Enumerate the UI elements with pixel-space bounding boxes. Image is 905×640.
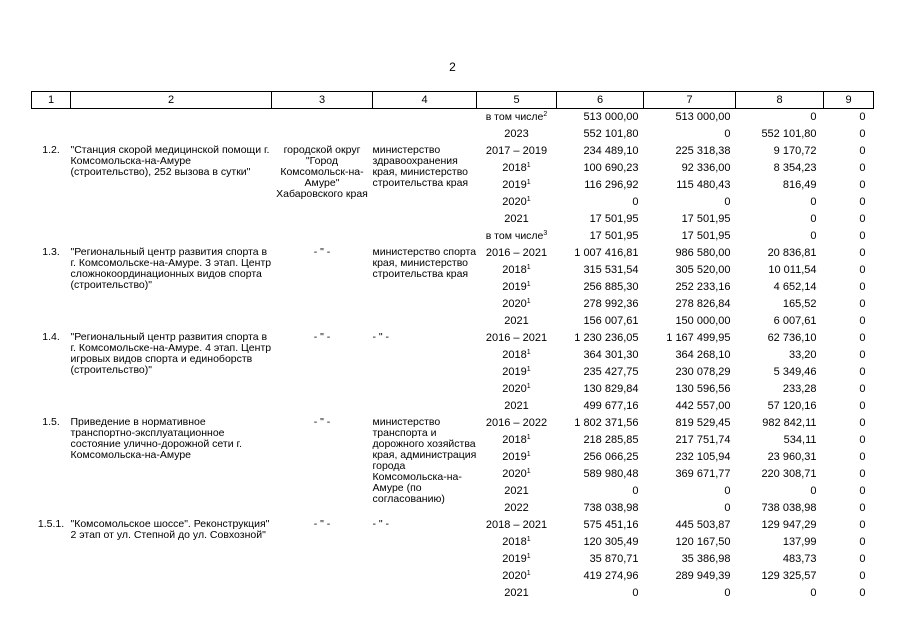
amount-cell-6: 738 038,98 xyxy=(583,502,639,514)
amount-cell-9: 0 xyxy=(859,451,866,463)
amount-cell-8: 23 960,31 xyxy=(767,451,817,463)
amount-cell-9: 0 xyxy=(859,400,866,412)
column-header: 2 xyxy=(71,92,272,109)
amount-cell-9: 0 xyxy=(859,162,866,174)
amount-cell-8: 552 101,80 xyxy=(761,128,817,140)
amount-cell-8: 4 652,14 xyxy=(773,281,817,293)
amount-cell-9: 0 xyxy=(859,196,866,208)
item-name: "Станция скорой медицинской помощи г. Комсомольска-на-Амуре (строительство), 252 вызова в сутки" xyxy=(70,144,270,178)
amount-cell-9: 0 xyxy=(859,179,866,191)
amount-cell-7: 369 671,77 xyxy=(675,468,731,480)
amount-cell-7: 252 233,16 xyxy=(675,281,731,293)
year-label: 2018 xyxy=(502,434,527,446)
amount-cell-6: 234 489,10 xyxy=(583,145,639,157)
footnote-mark: 1 xyxy=(526,468,531,475)
amount-cell-6: 0 xyxy=(632,587,639,599)
year-cell xyxy=(477,381,557,398)
footnote-mark: 1 xyxy=(526,264,531,271)
table-row xyxy=(32,517,874,534)
amount-cell-7: 150 000,00 xyxy=(675,315,731,327)
amount-cell-8: 0 xyxy=(810,230,817,242)
column-header: 9 xyxy=(824,92,874,109)
amount-cell-6: 419 274,96 xyxy=(583,570,639,582)
amount-cell-7: 0 xyxy=(724,485,731,497)
amount-cell-6: 364 301,30 xyxy=(583,349,639,361)
year-cell xyxy=(477,568,557,585)
amount-cell-9: 0 xyxy=(859,502,866,514)
amount-cell-6: 120 305,49 xyxy=(583,536,639,548)
footnote-mark: 1 xyxy=(526,383,531,390)
amount-cell-6: 1 802 371,56 xyxy=(574,417,639,429)
amount-cell-9: 0 xyxy=(859,247,866,259)
table-row xyxy=(32,415,874,432)
amount-cell-9: 0 xyxy=(859,332,866,344)
amount-cell-9: 0 xyxy=(859,570,866,582)
amount-cell-8: 129 947,29 xyxy=(761,519,817,531)
amount-cell-9: 0 xyxy=(859,128,866,140)
table-row xyxy=(32,143,874,160)
year-label: 2023 xyxy=(504,128,529,140)
footnote-mark: 1 xyxy=(526,162,531,169)
amount-cell-9: 0 xyxy=(859,587,866,599)
table-row xyxy=(32,109,874,127)
amount-cell-6: 278 992,36 xyxy=(583,298,639,310)
amount-cell-7: 0 xyxy=(724,587,731,599)
amount-cell-6: 130 829,84 xyxy=(583,383,639,395)
amount-cell-9: 0 xyxy=(859,298,866,310)
amount-cell-7: 0 xyxy=(724,196,731,208)
year-cell xyxy=(477,534,557,551)
amount-cell-7: 289 949,39 xyxy=(675,570,731,582)
header-row xyxy=(32,92,874,109)
column-header: 5 xyxy=(477,92,557,109)
amount-cell-8: 0 xyxy=(810,485,817,497)
amount-cell-8: 738 038,98 xyxy=(761,502,817,514)
item-district: городской округ "Город Комсомольск-на-Амуре" Хабаровского края xyxy=(276,144,368,200)
amount-cell-7: 230 078,29 xyxy=(675,366,731,378)
amount-cell-9: 0 xyxy=(859,213,866,225)
amount-cell-9: 0 xyxy=(859,468,866,480)
year-label: 2022 xyxy=(504,502,529,514)
year-label: 2018 – 2021 xyxy=(485,519,548,531)
amount-cell-8: 6 007,61 xyxy=(773,315,817,327)
year-cell xyxy=(477,517,557,534)
amount-cell-6: 0 xyxy=(632,196,639,208)
amount-cell-8: 129 325,57 xyxy=(761,570,817,582)
footnote-mark: 1 xyxy=(526,196,531,203)
amount-cell-8: 137,99 xyxy=(782,536,817,548)
amount-cell-6: 100 690,23 xyxy=(583,162,639,174)
year-label: 2019 xyxy=(502,366,527,378)
column-header: 6 xyxy=(557,92,644,109)
footnote-mark: 1 xyxy=(526,451,531,458)
amount-cell-9: 0 xyxy=(859,145,866,157)
item-number: 1.5. xyxy=(42,416,60,428)
amount-cell-7: 445 503,87 xyxy=(675,519,731,531)
table-row xyxy=(32,330,874,347)
item-district: - " - xyxy=(313,246,331,258)
year-cell xyxy=(477,177,557,194)
amount-cell-9: 0 xyxy=(859,366,866,378)
amount-cell-9: 0 xyxy=(859,315,866,327)
column-header: 4 xyxy=(373,92,477,109)
column-header: 1 xyxy=(32,92,71,109)
amount-cell-8: 8 354,23 xyxy=(773,162,817,174)
amount-cell-7: 278 826,84 xyxy=(675,298,731,310)
year-cell xyxy=(477,347,557,364)
item-number: 1.2. xyxy=(42,144,60,156)
amount-cell-6: 575 451,16 xyxy=(583,519,639,531)
amount-cell-7: 819 529,45 xyxy=(675,417,731,429)
year-cell xyxy=(477,296,557,313)
amount-cell-6: 256 885,30 xyxy=(583,281,639,293)
item-district xyxy=(272,109,373,144)
footnote-mark: 3 xyxy=(543,230,548,237)
amount-cell-7: 513 000,00 xyxy=(675,111,731,123)
amount-cell-9: 0 xyxy=(859,553,866,565)
year-label: 2020 xyxy=(502,383,527,395)
year-label: 2018 xyxy=(502,162,527,174)
year-label: 2020 xyxy=(502,196,527,208)
year-label: 2021 xyxy=(504,587,529,599)
year-label: 2019 xyxy=(502,553,527,565)
amount-cell-7: 17 501,95 xyxy=(681,230,731,242)
item-name: "Региональный центр развития спорта в г. Комсомольске-на-Амуре. 4 этап. Центр игровых видов спорта и единоборств (строительство)" xyxy=(70,331,272,376)
item-district: - " - xyxy=(313,416,331,428)
footnote-mark: 1 xyxy=(526,349,531,356)
year-cell xyxy=(477,500,557,517)
item-ministry: - " - xyxy=(372,518,390,530)
footnote-mark: 1 xyxy=(526,434,531,441)
program-table xyxy=(31,91,874,602)
year-cell xyxy=(477,279,557,296)
amount-cell-6: 513 000,00 xyxy=(583,111,639,123)
amount-cell-6: 218 285,85 xyxy=(583,434,639,446)
amount-cell-9: 0 xyxy=(859,536,866,548)
year-label: 2018 xyxy=(502,536,527,548)
amount-cell-6: 17 501,95 xyxy=(589,213,639,225)
item-number xyxy=(32,109,71,144)
amount-cell-7: 305 520,00 xyxy=(675,264,731,276)
amount-cell-8: 165,52 xyxy=(782,298,817,310)
year-label: в том числе xyxy=(485,111,544,123)
amount-cell-6: 35 870,71 xyxy=(589,553,639,565)
amount-cell-6: 235 427,75 xyxy=(583,366,639,378)
amount-cell-7: 986 580,00 xyxy=(675,247,731,259)
amount-cell-9: 0 xyxy=(859,434,866,446)
amount-cell-8: 0 xyxy=(810,196,817,208)
amount-cell-6: 256 066,25 xyxy=(583,451,639,463)
amount-cell-7: 0 xyxy=(724,502,731,514)
amount-cell-8: 816,49 xyxy=(782,179,817,191)
amount-cell-7: 442 557,00 xyxy=(675,400,731,412)
item-district: - " - xyxy=(313,331,331,343)
amount-cell-8: 5 349,46 xyxy=(773,366,817,378)
year-cell xyxy=(477,194,557,211)
amount-cell-8: 9 170,72 xyxy=(773,145,817,157)
year-label: 2016 – 2021 xyxy=(485,332,548,344)
amount-cell-6: 315 531,54 xyxy=(583,264,639,276)
amount-cell-7: 35 386,98 xyxy=(681,553,731,565)
amount-cell-7: 364 268,10 xyxy=(675,349,731,361)
footnote-mark: 2 xyxy=(543,111,548,118)
item-name: Приведение в нормативное транспортно-эксплуатационное состояние улично-дорожной сети г. Комсомольска-на-Амуре xyxy=(70,416,242,461)
amount-cell-7: 17 501,95 xyxy=(681,213,731,225)
amount-cell-7: 232 105,94 xyxy=(675,451,731,463)
amount-cell-9: 0 xyxy=(859,485,866,497)
item-number: 1.4. xyxy=(42,331,60,343)
amount-cell-6: 156 007,61 xyxy=(583,315,639,327)
year-label: в том числе xyxy=(485,230,544,242)
year-cell xyxy=(477,262,557,279)
amount-cell-6: 0 xyxy=(632,485,639,497)
amount-cell-7: 92 336,00 xyxy=(681,162,731,174)
year-label: 2019 xyxy=(502,179,527,191)
footnote-mark: 1 xyxy=(526,179,531,186)
amount-cell-9: 0 xyxy=(859,111,866,123)
item-ministry xyxy=(373,109,477,144)
footnote-mark: 1 xyxy=(526,536,531,543)
amount-cell-6: 1 230 236,05 xyxy=(574,332,639,344)
amount-cell-8: 20 836,81 xyxy=(767,247,817,259)
item-district: - " - xyxy=(313,518,331,530)
year-cell xyxy=(477,245,557,262)
table-row xyxy=(32,245,874,262)
year-cell xyxy=(477,160,557,177)
year-cell xyxy=(477,364,557,381)
year-label: 2018 xyxy=(502,264,527,276)
item-name xyxy=(71,109,272,144)
amount-cell-9: 0 xyxy=(859,281,866,293)
amount-cell-9: 0 xyxy=(859,264,866,276)
amount-cell-8: 57 120,16 xyxy=(767,400,817,412)
item-ministry: министерство здравоохранения края, министерство строительства края xyxy=(372,144,469,189)
amount-cell-8: 0 xyxy=(810,111,817,123)
year-label: 2021 xyxy=(504,315,529,327)
amount-cell-7: 130 596,56 xyxy=(675,383,731,395)
amount-cell-6: 552 101,80 xyxy=(583,128,639,140)
column-header: 3 xyxy=(272,92,373,109)
amount-cell-9: 0 xyxy=(859,349,866,361)
column-header: 7 xyxy=(644,92,736,109)
column-header: 8 xyxy=(736,92,824,109)
year-label: 2021 xyxy=(504,400,529,412)
footnote-mark: 1 xyxy=(526,553,531,560)
year-cell xyxy=(477,143,557,160)
year-cell xyxy=(477,211,557,228)
amount-cell-7: 217 751,74 xyxy=(675,434,731,446)
year-cell xyxy=(477,330,557,347)
amount-cell-8: 233,28 xyxy=(782,383,817,395)
item-ministry: министерство спорта края, министерство строительства края xyxy=(372,246,477,280)
year-cell xyxy=(477,415,557,432)
year-cell xyxy=(477,432,557,449)
amount-cell-8: 483,73 xyxy=(782,553,817,565)
year-label: 2016 – 2022 xyxy=(485,417,548,429)
amount-cell-8: 33,20 xyxy=(788,349,817,361)
amount-cell-8: 0 xyxy=(810,213,817,225)
amount-cell-6: 116 296,92 xyxy=(584,179,639,191)
year-label: 2017 – 2019 xyxy=(485,145,548,157)
amount-cell-9: 0 xyxy=(859,519,866,531)
year-label: 2020 xyxy=(502,468,527,480)
amount-cell-8: 220 308,71 xyxy=(761,468,817,480)
year-cell xyxy=(477,551,557,568)
amount-cell-8: 0 xyxy=(810,587,817,599)
year-label: 2019 xyxy=(502,451,527,463)
year-cell xyxy=(477,228,557,245)
amount-cell-9: 0 xyxy=(859,417,866,429)
year-cell xyxy=(477,109,557,127)
year-label: 2020 xyxy=(502,570,527,582)
table-body xyxy=(32,109,874,603)
footnote-mark: 1 xyxy=(526,366,531,373)
item-ministry: министерство транспорта и дорожного хозяйства края, администрация города Комсомольска-на-Амуре (по согласованию) xyxy=(372,416,477,505)
amount-cell-7: 0 xyxy=(724,128,731,140)
amount-cell-8: 534,11 xyxy=(783,434,817,446)
year-label: 2016 – 2021 xyxy=(485,247,548,259)
amount-cell-8: 10 011,54 xyxy=(768,264,817,276)
year-cell xyxy=(477,313,557,330)
amount-cell-9: 0 xyxy=(859,230,866,242)
year-label: 2021 xyxy=(504,213,529,225)
year-cell xyxy=(477,126,557,143)
year-cell xyxy=(477,483,557,500)
year-cell xyxy=(477,398,557,415)
footnote-mark: 1 xyxy=(526,298,531,305)
item-number: 1.3. xyxy=(42,246,60,258)
amount-cell-7: 1 167 499,95 xyxy=(666,332,731,344)
year-cell xyxy=(477,449,557,466)
item-number: 1.5.1. xyxy=(37,518,65,530)
item-name: "Региональный центр развития спорта в г. Комсомольске-на-Амуре. 3 этап. Центр сложнокоординационных видов спорта (строительство)" xyxy=(70,246,272,291)
footnote-mark: 1 xyxy=(526,281,531,288)
amount-cell-6: 499 677,16 xyxy=(583,400,639,412)
amount-cell-6: 17 501,95 xyxy=(589,230,639,242)
amount-cell-8: 62 736,10 xyxy=(767,332,817,344)
amount-cell-6: 589 980,48 xyxy=(583,468,639,480)
year-label: 2018 xyxy=(502,349,527,361)
amount-cell-7: 225 318,38 xyxy=(675,145,731,157)
footnote-mark: 1 xyxy=(526,570,531,577)
page-number: 2 xyxy=(449,60,456,74)
year-label: 2021 xyxy=(504,485,529,497)
year-cell xyxy=(477,466,557,483)
item-ministry: - " - xyxy=(372,331,390,343)
year-label: 2019 xyxy=(502,281,527,293)
year-cell xyxy=(477,585,557,602)
amount-cell-9: 0 xyxy=(859,383,866,395)
item-name: "Комсомольское шоссе". Реконструкция" 2 этап от ул. Степной до ул. Совхозной" xyxy=(70,518,270,541)
amount-cell-7: 115 480,43 xyxy=(676,179,731,191)
amount-cell-6: 1 007 416,81 xyxy=(574,247,639,259)
amount-cell-8: 982 842,11 xyxy=(762,417,817,429)
year-label: 2020 xyxy=(502,298,527,310)
amount-cell-7: 120 167,50 xyxy=(675,536,731,548)
